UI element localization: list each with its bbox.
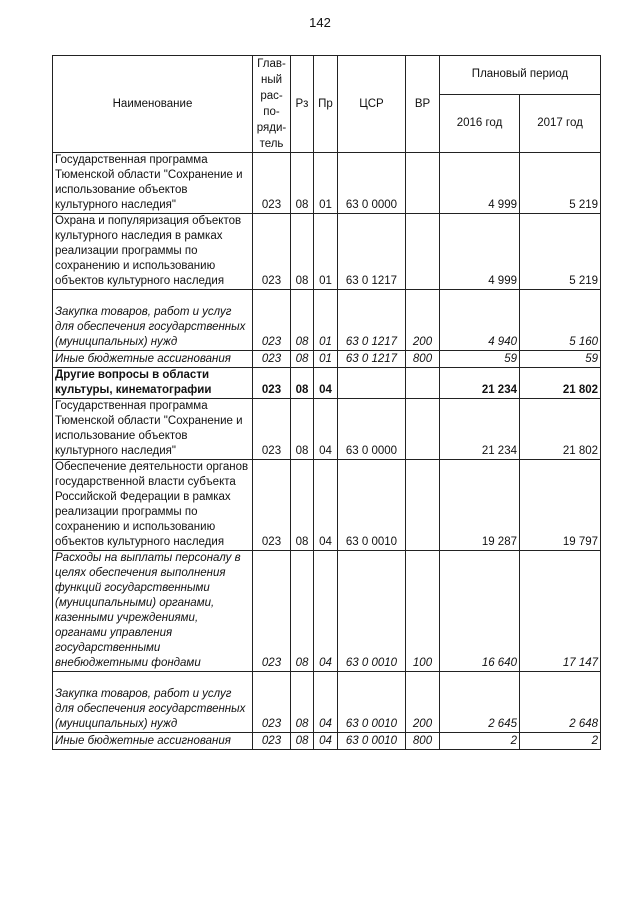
table-row bbox=[53, 551, 601, 672]
row-2016: 19 287 bbox=[440, 460, 520, 551]
row-2017: 59 bbox=[520, 351, 601, 368]
row-2016: 21 234 bbox=[440, 368, 520, 399]
row-glavny: 023 bbox=[253, 399, 291, 460]
row-rz: 08 bbox=[291, 460, 314, 551]
table-row bbox=[53, 351, 601, 368]
row-2017: 21 802 bbox=[520, 368, 601, 399]
row-vr: 200 bbox=[406, 672, 440, 733]
header-year-2017: 2017 год bbox=[520, 94, 601, 152]
row-glavny: 023 bbox=[253, 368, 291, 399]
row-rz: 08 bbox=[291, 214, 314, 290]
row-vr bbox=[406, 368, 440, 399]
row-csr: 63 0 0000 bbox=[338, 399, 406, 460]
row-pr: 01 bbox=[314, 214, 338, 290]
row-csr: 63 0 0010 bbox=[338, 460, 406, 551]
row-name: Охрана и популяризация объектов культурного наследия в рамках реализации программы по сохранению и использованию объектов культурного наследия bbox=[53, 214, 253, 290]
row-glavny: 023 bbox=[253, 733, 291, 750]
row-name: Закупка товаров, работ и услуг для обеспечения государственных (муниципальных) нужд bbox=[53, 290, 253, 351]
row-vr: 100 bbox=[406, 551, 440, 672]
row-csr: 63 0 0010 bbox=[338, 672, 406, 733]
row-pr: 04 bbox=[314, 551, 338, 672]
row-glavny: 023 bbox=[253, 214, 291, 290]
row-glavny: 023 bbox=[253, 290, 291, 351]
header-glavny: Глав- ный рас- по- ряди- тель bbox=[253, 56, 291, 153]
row-csr: 63 0 1217 bbox=[338, 214, 406, 290]
row-vr bbox=[406, 399, 440, 460]
row-pr: 04 bbox=[314, 460, 338, 551]
row-pr: 04 bbox=[314, 368, 338, 399]
row-vr bbox=[406, 460, 440, 551]
row-vr bbox=[406, 214, 440, 290]
row-name: Расходы на выплаты персоналу в целях обеспечения выполнения функций государственными (муниципальными) органами, казенными учреждениями, органами управления государственными внебюджетными фондами bbox=[53, 551, 253, 672]
table-row bbox=[53, 672, 601, 733]
row-name: Закупка товаров, работ и услуг для обеспечения государственных (муниципальных) нужд bbox=[53, 672, 253, 733]
row-2017: 19 797 bbox=[520, 460, 601, 551]
header-vr: ВР bbox=[406, 56, 440, 153]
header-rz: Рз bbox=[291, 56, 314, 153]
row-2016: 2 645 bbox=[440, 672, 520, 733]
row-2017: 2 648 bbox=[520, 672, 601, 733]
row-glavny: 023 bbox=[253, 551, 291, 672]
row-2017: 5 219 bbox=[520, 214, 601, 290]
row-vr: 800 bbox=[406, 733, 440, 750]
row-vr: 800 bbox=[406, 351, 440, 368]
row-name: Иные бюджетные ассигнования bbox=[53, 733, 253, 750]
header-name: Наименование bbox=[53, 56, 253, 153]
table-row bbox=[53, 290, 601, 351]
row-rz: 08 bbox=[291, 290, 314, 351]
row-2016: 21 234 bbox=[440, 399, 520, 460]
row-2016: 2 bbox=[440, 733, 520, 750]
row-2017: 5 219 bbox=[520, 153, 601, 214]
row-2017: 5 160 bbox=[520, 290, 601, 351]
row-2016: 4 999 bbox=[440, 214, 520, 290]
row-name: Другие вопросы в области культуры, кинематографии bbox=[53, 368, 253, 399]
budget-table bbox=[52, 55, 601, 750]
row-name: Обеспечение деятельности органов государственной власти субъекта Российской Федерации в рамках реализации программы по сохранению и использованию объектов культурного наследия bbox=[53, 460, 253, 551]
row-vr: 200 bbox=[406, 290, 440, 351]
row-glavny: 023 bbox=[253, 460, 291, 551]
row-glavny: 023 bbox=[253, 153, 291, 214]
header-year-2016: 2016 год bbox=[440, 94, 520, 152]
row-pr: 04 bbox=[314, 733, 338, 750]
row-rz: 08 bbox=[291, 368, 314, 399]
row-glavny: 023 bbox=[253, 672, 291, 733]
row-csr: 63 0 0010 bbox=[338, 733, 406, 750]
row-csr bbox=[338, 368, 406, 399]
header-pr: Пр bbox=[314, 56, 338, 153]
table-row bbox=[53, 153, 601, 214]
row-2017: 17 147 bbox=[520, 551, 601, 672]
header-planned-period: Плановый период bbox=[440, 56, 601, 95]
row-pr: 04 bbox=[314, 672, 338, 733]
row-pr: 01 bbox=[314, 351, 338, 368]
row-name: Государственная программа Тюменской области "Сохранение и использование объектов культурного наследия" bbox=[53, 153, 253, 214]
row-rz: 08 bbox=[291, 672, 314, 733]
row-csr: 63 0 1217 bbox=[338, 351, 406, 368]
table-row bbox=[53, 214, 601, 290]
row-2016: 4 940 bbox=[440, 290, 520, 351]
table-row bbox=[53, 733, 601, 750]
row-pr: 01 bbox=[314, 290, 338, 351]
row-rz: 08 bbox=[291, 733, 314, 750]
row-csr: 63 0 0010 bbox=[338, 551, 406, 672]
row-rz: 08 bbox=[291, 153, 314, 214]
row-pr: 01 bbox=[314, 153, 338, 214]
header-csr: ЦСР bbox=[338, 56, 406, 153]
row-2017: 21 802 bbox=[520, 399, 601, 460]
row-csr: 63 0 0000 bbox=[338, 153, 406, 214]
row-name: Иные бюджетные ассигнования bbox=[53, 351, 253, 368]
row-csr: 63 0 1217 bbox=[338, 290, 406, 351]
row-rz: 08 bbox=[291, 551, 314, 672]
row-rz: 08 bbox=[291, 351, 314, 368]
row-2016: 4 999 bbox=[440, 153, 520, 214]
row-2016: 16 640 bbox=[440, 551, 520, 672]
row-rz: 08 bbox=[291, 399, 314, 460]
row-2017: 2 bbox=[520, 733, 601, 750]
row-2016: 59 bbox=[440, 351, 520, 368]
row-name: Государственная программа Тюменской области "Сохранение и использование объектов культурного наследия" bbox=[53, 399, 253, 460]
table-row bbox=[53, 368, 601, 399]
table-row bbox=[53, 460, 601, 551]
row-glavny: 023 bbox=[253, 351, 291, 368]
page-number: 142 bbox=[309, 15, 331, 30]
row-vr bbox=[406, 153, 440, 214]
row-pr: 04 bbox=[314, 399, 338, 460]
table-row bbox=[53, 399, 601, 460]
